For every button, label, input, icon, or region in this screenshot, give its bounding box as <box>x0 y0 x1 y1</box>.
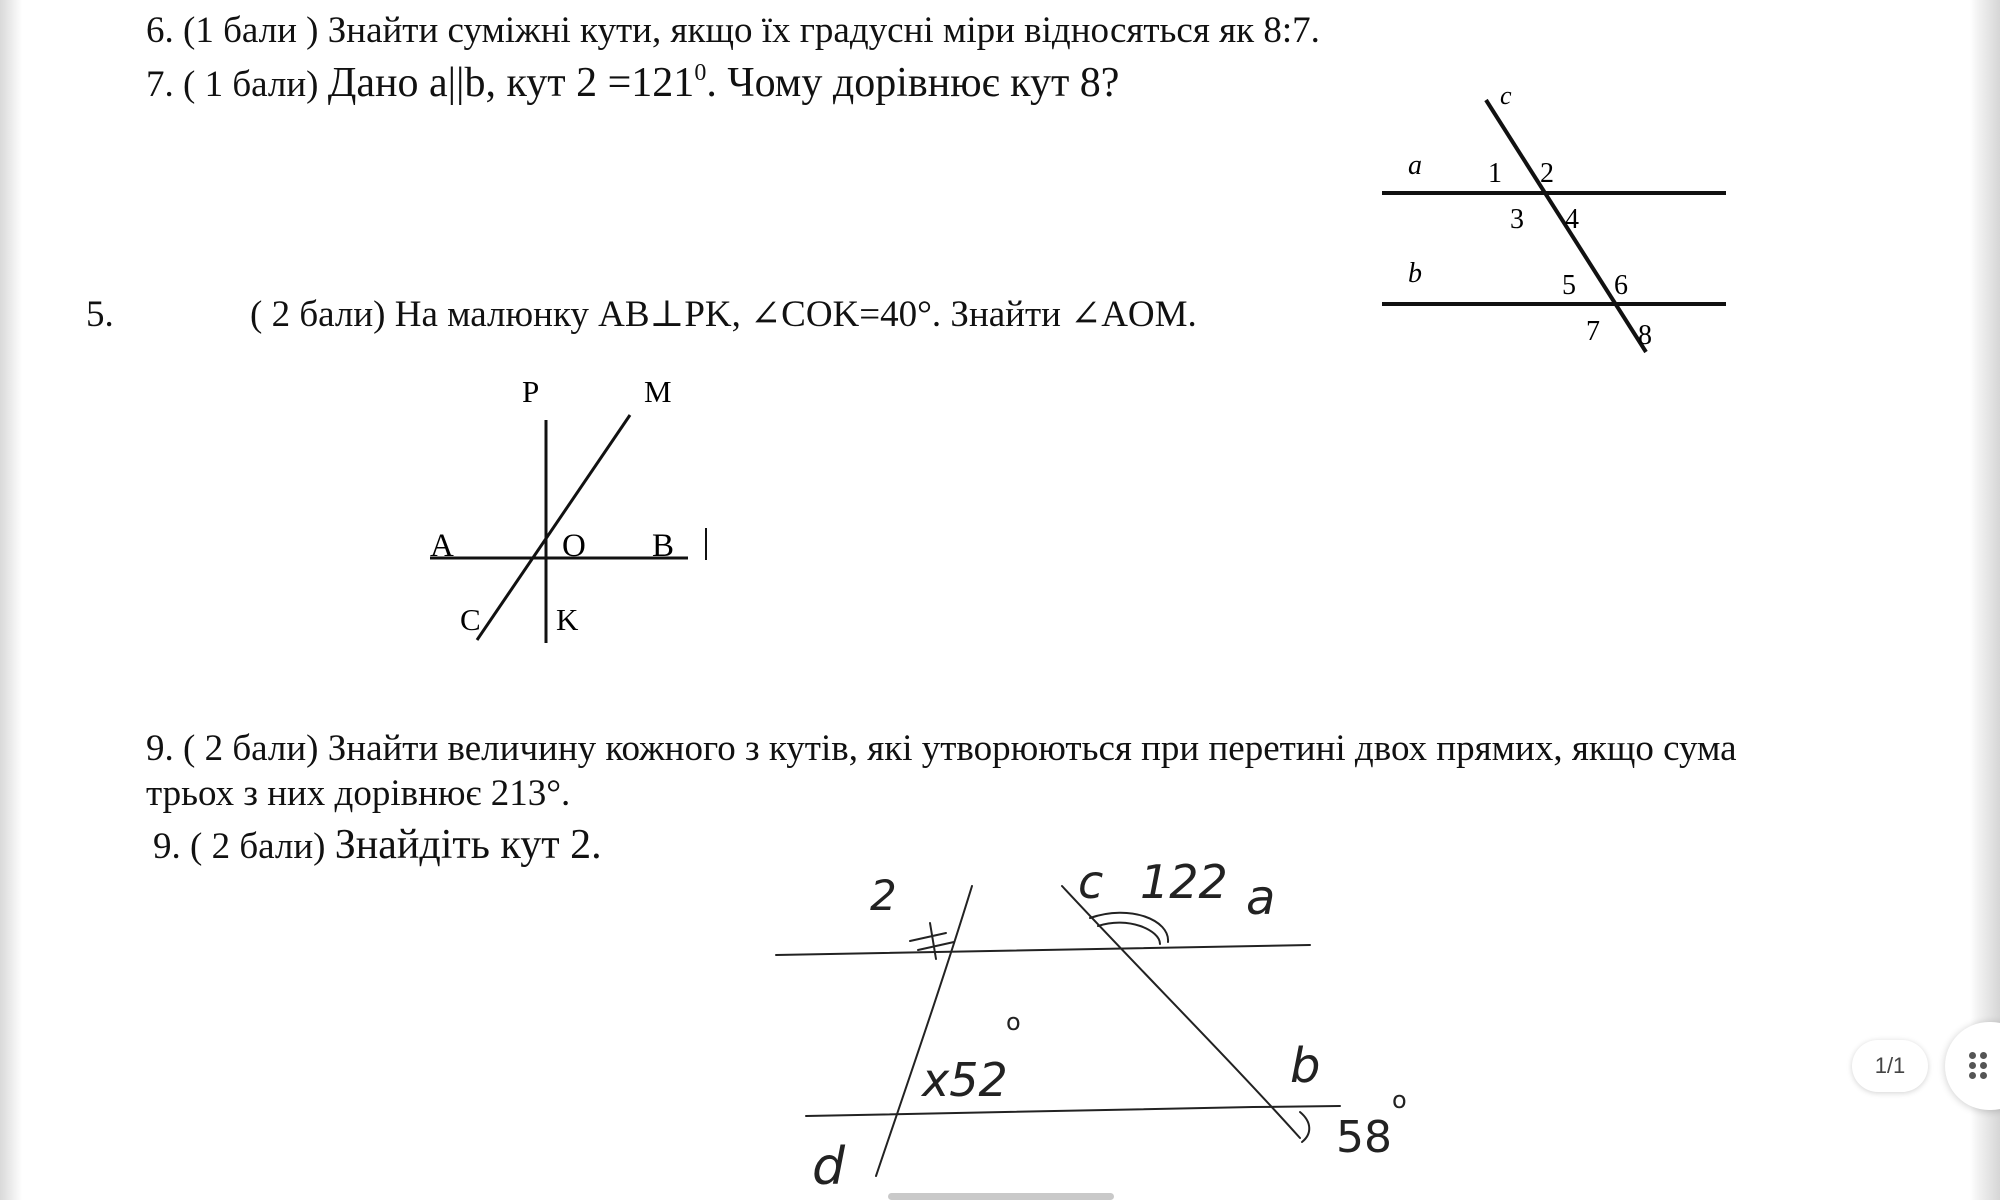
page-indicator: 1/1 <box>1852 1040 1928 1092</box>
handdrawn-degree-58: o <box>1392 1086 1407 1114</box>
angle-label-4: 4 <box>1565 204 1579 235</box>
label-line-b: b <box>1408 258 1422 289</box>
question-9b-prefix: 9. ( 2 бали) <box>153 826 335 867</box>
handdrawn-degree-x52: o <box>1006 1008 1021 1036</box>
handdrawn-label-c: c <box>1078 855 1104 909</box>
angle-label-8: 8 <box>1638 320 1652 351</box>
point-label-b: B <box>652 528 675 564</box>
question-7-prefix: 7. ( 1 бали) <box>146 64 328 105</box>
grip-dots-icon <box>1969 1052 1993 1080</box>
handdrawn-label-2: 2 <box>870 871 897 920</box>
figure-handdrawn <box>776 886 1340 1176</box>
figure-perpendicular <box>430 374 706 643</box>
angle-label-7: 7 <box>1586 316 1600 347</box>
line-cm <box>477 415 630 640</box>
handdrawn-label-b: b <box>1290 1038 1321 1094</box>
handdrawn-angle-58: 58 <box>1336 1112 1392 1163</box>
angle-label-2: 2 <box>1540 158 1554 189</box>
angle-label-3: 3 <box>1510 204 1524 235</box>
point-label-k: K <box>556 602 579 637</box>
angle-label-5: 5 <box>1562 270 1576 301</box>
figure-handdrawn-labels <box>812 855 1407 1197</box>
question-5-number: 5. <box>86 294 114 335</box>
point-label-o: O <box>562 528 586 564</box>
question-7-degree: 0 <box>694 60 707 86</box>
handdrawn-equal-marks <box>910 923 954 959</box>
point-label-p: P <box>522 374 540 409</box>
question-9a-line2: трьох з них дорівнює 213°. <box>146 773 571 814</box>
question-5: ( 2 бали) На малюнку AB⊥PK, ∠COK=40°. Знайти ∠AOM. <box>250 294 1197 335</box>
angle-label-6: 6 <box>1614 270 1628 301</box>
figure-parallel-lines <box>1382 81 1726 352</box>
question-9a-line1: 9. ( 2 бали) Знайти величину кожного з кутів, які утворюються при перетині двох прямих, якщо сума <box>146 728 1737 769</box>
question-7-text-a: Дано a||b, кут 2 =121 <box>327 60 695 106</box>
question-7-text-b: . Чому дорівнює кут 8? <box>706 60 1120 106</box>
point-label-a: A <box>430 528 454 564</box>
handdrawn-label-x52: x52 <box>922 1053 1008 1107</box>
handdrawn-arc-58 <box>1300 1112 1309 1142</box>
question-6: 6. (1 бали ) Знайти суміжні кути, якщо їх градусні міри відносяться як 8:7. <box>146 10 1320 51</box>
handdrawn-line-a <box>776 945 1310 955</box>
handdrawn-label-a: a <box>1246 870 1276 926</box>
point-label-m: M <box>644 374 672 409</box>
angle-label-1: 1 <box>1488 158 1502 189</box>
handdrawn-line-d <box>876 886 972 1176</box>
handdrawn-angle-122: 122 <box>1140 855 1228 909</box>
horizontal-scrollbar[interactable] <box>888 1193 1114 1200</box>
question-9b-text: Знайдіть кут 2. <box>334 822 602 868</box>
handdrawn-line-b <box>806 1106 1340 1116</box>
handdrawn-label-d: d <box>812 1137 846 1197</box>
label-line-a: a <box>1408 150 1422 181</box>
label-line-c: c <box>1500 81 1512 110</box>
point-label-c: C <box>460 602 481 637</box>
